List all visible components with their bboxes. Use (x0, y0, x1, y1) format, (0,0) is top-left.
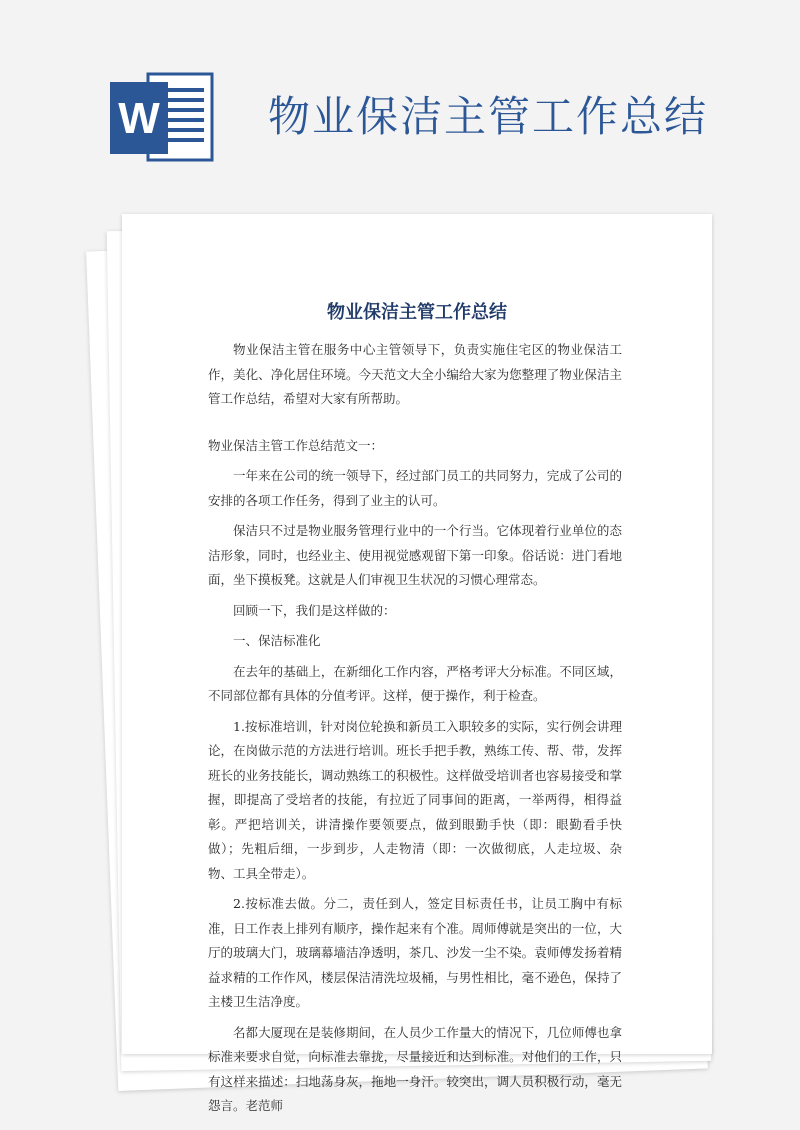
paragraph: 保洁只不过是物业服务管理行业中的一个行当。它体现着行业单位的态洁形象，同时，也经业主、使用视觉感观留下第一印象。俗话说：进门看地面，坐下摸板凳。这就是人们审视卫生状况的习惯心理常态。 (208, 523, 622, 587)
paragraph: 名都大厦现在是装修期间，在人员少工作量大的情况下，几位师傅也拿标准来要求自觉，向标准去靠拢，尽量接近和达到标准。对他们的工作，只有这样来描述：扫地荡身灰，拖地一身汗。较突出，调人员积极行动，毫无怨言。老范师 (208, 1024, 622, 1113)
document-body (208, 338, 622, 1125)
document-page (122, 214, 712, 1113)
paragraph: 2.按标准去做。分二，责任到人，签定目标责任书，让员工胸中有标准，日工作表上排列有顺序，操作起来有个准。周师傅就是突出的一位，大厅的玻璃大门，玻璃幕墙洁净透明，茶几、沙发一尘不染。袁师傅发扬着精益求精的工作作风，楼层保洁清洗垃圾桶，与男性相比，毫不逊色，保持了主楼卫生洁净度。 (208, 896, 622, 1009)
page-header (0, 0, 800, 200)
section-heading: 物业保洁主管工作总结范文一： (208, 437, 384, 453)
word-document-icon (108, 68, 214, 166)
document-title: 物业保洁主管工作总结 (327, 302, 507, 323)
paragraph: 物业保洁主管在服务中心主管领导下，负责实施住宅区的物业保洁工作，美化、净化居住环境。今天范文大全小编给大家为您整理了物业保洁主管工作总结，希望对大家有所帮助。 (208, 342, 622, 406)
svg-text:W: W (118, 94, 160, 143)
paragraph: 在去年的基础上，在新细化工作内容，严格考评大分标准。不同区域，不同部位都有具体的分值考评。这样，便于操作，利于检查。 (208, 663, 622, 703)
paragraph: 回顾一下，我们是这样做的： (233, 602, 396, 618)
paragraph: 一、保洁标准化 (233, 633, 321, 648)
paragraph: 一年来在公司的统一领导下，经过部门员工的共同努力，完成了公司的安排的各项工作任务，得到了业主的认可。 (208, 468, 622, 508)
paragraph: 1.按标准培训，针对岗位轮换和新员工入职较多的实际，实行例会讲理论，在岗做示范的方法进行培训。班长手把手教，熟练工传、帮、带，发挥班长的业务技能长，调动熟练工的积极性。这样做受培训者也容易接受和掌握，即提高了受培者的技能，有拉近了同事间的距离，一举两得，相得益彰。严把培训关，讲清操作要领要点，做到眼勤手快（即：眼勤看手快做）；先粗后细，一步到步，人走物清（即：一次做彻底，人走垃圾、杂物、工具全带走）。 (208, 718, 622, 881)
header-title: 物业保洁主管工作总结 (268, 92, 709, 141)
